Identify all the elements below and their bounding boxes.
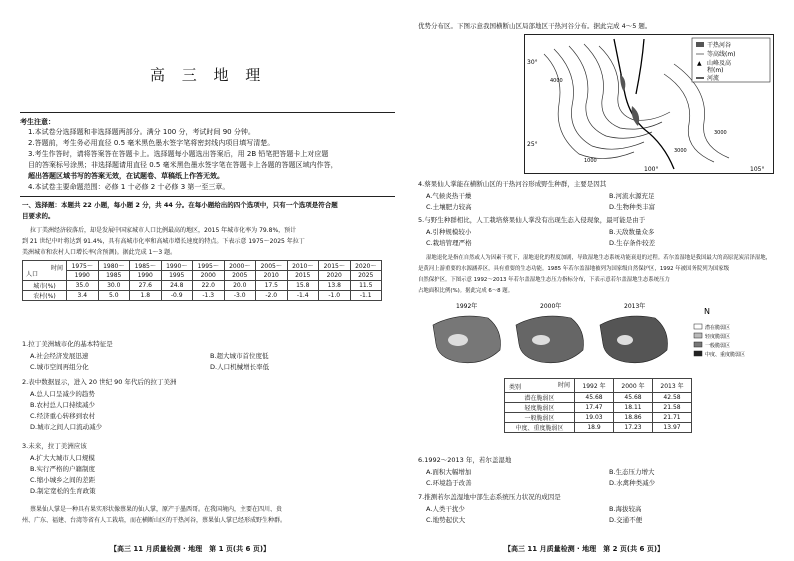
cell: 18.11	[614, 403, 653, 413]
legend-item: 程(m)	[707, 67, 724, 74]
option[interactable]: D.城市之间人口流动减少	[30, 423, 103, 431]
table-header: 1980～	[98, 261, 130, 271]
legend-item: 一般脆弱区	[705, 343, 731, 349]
cell: -0.9	[161, 291, 193, 301]
option[interactable]: B.生态压力增大	[609, 468, 655, 476]
option[interactable]: B.海拔较高	[609, 505, 642, 513]
cell: 22.0	[193, 281, 225, 291]
intro-line: 拉丁美洲经济较落后，却是发展中国家城市人口比例最高的地区，2015 年城市化率为 79.8%，预计	[30, 227, 297, 234]
notice-line: 1.本试卷分选择题和非选择题两部分。满分 100 分，考试时间 90 分钟。	[28, 128, 255, 136]
page-footer: 【高三 11 月质量检测 · 地理 第 2 页(共 6 页)】	[504, 545, 665, 553]
table-header: 1990～	[161, 261, 193, 271]
peak-icon: ▲	[697, 60, 702, 67]
row-label: 轻度脆弱区	[505, 403, 575, 413]
cell: -1.4	[287, 291, 319, 301]
legend-item: 干热河谷	[707, 42, 732, 49]
notice-line: 目的答案标号涂黑；非选择题请用直径 0.5 毫米黑色墨水签字笔在答题卡上各题的答题区域内作答，	[28, 161, 338, 169]
cell: 21.58	[653, 403, 692, 413]
table-header: 2005～	[256, 261, 288, 271]
cell: 30.0	[98, 281, 130, 291]
cell: 21.71	[653, 413, 692, 423]
table-header: 2015～	[319, 261, 351, 271]
option[interactable]: B.实行严格的户籍制度	[30, 465, 96, 473]
valley-map	[524, 34, 774, 174]
passage-line: 自然保护区。下图示意 1992～2013 年若尔盖湿地生态压力指标分布，下表示意若尔盖湿地生态系统压力	[418, 277, 670, 283]
population-table	[22, 260, 382, 301]
table-header: 2010～	[287, 261, 319, 271]
cell: 19.03	[575, 413, 614, 423]
title-rule	[20, 112, 395, 113]
cell: 1.8	[130, 291, 162, 301]
row-label: 城市(%)	[23, 281, 67, 291]
question: 5.与野生种群相比，人工栽培蔡果仙人掌没有出现生态入侵现象，最可能是由于	[418, 216, 646, 224]
option[interactable]: A.引种规模较小	[426, 228, 472, 236]
cell: 3.4	[67, 291, 99, 301]
passage-line: 优势分布区。下图示意我国横断山区局部地区干热河谷分布。据此完成 4～5 题。	[418, 22, 652, 30]
map-year: 1992年	[456, 303, 478, 310]
cell: 42.58	[653, 393, 692, 403]
page-footer: 【高三 11 月质量检测 · 地理 第 1 页(共 6 页)】	[110, 545, 271, 553]
intro-line: 到 21 世纪中叶将达到 91.4%，具有高城市化率和高城市增长速度的特点。下表示意 1975～2025 年拉丁	[22, 238, 305, 245]
lon-label: 100°	[644, 166, 659, 173]
option[interactable]: B.超大城市首位度低	[210, 352, 269, 360]
right-page	[404, 0, 794, 561]
notice-line: 2.答题前，考生务必用直径 0.5 毫米黑色墨水签字笔将密封线内项目填写清楚。	[28, 139, 275, 147]
option[interactable]: A.人类干扰少	[426, 505, 465, 513]
option[interactable]: C.经济重心转移到农村	[30, 412, 96, 420]
contour-value: 4000	[550, 78, 563, 84]
north-arrow-icon: N	[704, 307, 710, 316]
row-label: 潜在脆弱区	[505, 393, 575, 403]
table-corner	[505, 379, 575, 393]
corner-top: 时间	[557, 382, 570, 389]
passage-line: 占地面积比例(%)。据此完成 6～8 题。	[418, 288, 514, 294]
table-header: 2005	[224, 271, 256, 281]
option[interactable]: C.地势起伏大	[426, 516, 466, 524]
table-header: 2000～	[224, 261, 256, 271]
table-header: 1990	[67, 271, 99, 281]
option[interactable]: A.面积大幅增加	[426, 468, 472, 476]
lon-label: 105°	[750, 166, 765, 173]
question: 3.未来，拉丁美洲应该	[22, 442, 87, 450]
table-header: 1992 年	[575, 379, 614, 393]
option[interactable]: B.河流水源充足	[609, 192, 655, 200]
passage-line: 蔡果仙人掌是一种具有果实形状像蔡果的仙人掌，原产于墨西哥。在我国境内，主要在四川、贵	[30, 506, 283, 513]
option[interactable]: A.扩大大城市人口规模	[30, 454, 95, 462]
cell: 45.68	[614, 393, 653, 403]
table-row	[505, 413, 692, 423]
cell: 15.8	[287, 281, 319, 291]
table-header: 1985	[98, 271, 130, 281]
table-header: 2013 年	[653, 379, 692, 393]
lat-label: 25°	[527, 141, 538, 148]
section-heading: 一、选择题：本题共 22 小题，每小题 2 分，共 44 分。在每小题给出的四个选项中，只有一个选项是符合题	[22, 201, 338, 209]
page-title: 高 三 地 理	[150, 66, 267, 84]
intro-line: 美洲城市和农村人口增长率(含预测)。据此完成 1～3 题。	[22, 249, 177, 256]
option[interactable]: C.环境趋于改善	[426, 479, 472, 487]
legend-swatch	[694, 324, 702, 329]
legend-item: 中度、重度脆弱区	[705, 352, 746, 358]
legend-swatch-valley	[696, 42, 704, 47]
lat-label: 30°	[527, 59, 538, 66]
cell: 17.23	[614, 423, 653, 433]
legend-item: 山峰及高	[707, 60, 732, 67]
table-corner	[23, 261, 67, 281]
option[interactable]: B.农村总人口持续减少	[30, 401, 96, 409]
notice-rule	[20, 196, 395, 197]
option[interactable]: A.总人口呈减少的趋势	[30, 390, 95, 398]
cell: -1.1	[350, 291, 382, 301]
contour-value: 3000	[674, 148, 687, 154]
cell: 11.5	[350, 281, 382, 291]
pressure-table	[504, 378, 692, 433]
cell: 13.8	[319, 281, 351, 291]
corner-top: 时间	[50, 265, 63, 272]
cell: 27.6	[130, 281, 162, 291]
legend-item: 河流	[707, 75, 720, 82]
wetland-maps	[428, 300, 774, 374]
option[interactable]: D.生物种类丰富	[609, 203, 656, 211]
cell: -1.0	[319, 291, 351, 301]
passage-line: 湿地退化是指在自然或人为因素干扰下，湿地退化的程度加剧，导致湿地生态系统功能衰退的过程。若尔盖湿地是我国最大的高原泥炭沼泽湿地，	[426, 255, 772, 261]
table-header: 2020～	[350, 261, 382, 271]
cell: 24.8	[161, 281, 193, 291]
table-header: 1985～	[130, 261, 162, 271]
table-row	[505, 403, 692, 413]
corner-bottom: 人口	[26, 271, 39, 278]
cell: -2.0	[256, 291, 288, 301]
option[interactable]: D.交通不便	[609, 516, 643, 524]
passage-line: 是黄河上游重要的水源涵养区，具有重要的生态功能。1985 年若尔盖湿地被列为国家级自然保护区，1992 年被国务院列为国家级	[418, 266, 730, 272]
row-label: 一般脆弱区	[505, 413, 575, 423]
section-heading-cont: 目要求的。	[22, 212, 55, 220]
map-year: 2013年	[624, 303, 646, 310]
legend-swatch	[694, 342, 702, 347]
map-year: 2000年	[540, 303, 562, 310]
cell: 18.86	[614, 413, 653, 423]
table-row	[23, 281, 382, 291]
corner-bottom: 类别	[509, 384, 522, 391]
cell: 18.9	[575, 423, 614, 433]
option[interactable]: A.气候炎热干燥	[426, 192, 472, 200]
option[interactable]: B.天敌数量众多	[609, 228, 655, 236]
passage-line: 州、广东、福建、台湾等省有人工栽培，而在横断山区的干热河谷，蔡果仙人掌已经形成野生种群。	[22, 517, 287, 524]
legend-item: 等高线(m)	[707, 51, 736, 58]
notice-line: 超出答题区域书写的答案无效，在试题卷、草稿纸上作答无效。	[28, 172, 224, 180]
notice-heading: 考生注意：	[20, 118, 55, 126]
table-header: 2010	[256, 271, 288, 281]
wetland-map-2013	[600, 316, 668, 363]
table-header: 2000 年	[614, 379, 653, 393]
cell: 13.97	[653, 423, 692, 433]
cell: -1.3	[193, 291, 225, 301]
legend-swatch	[694, 333, 702, 338]
option[interactable]: C.土壤肥力较高	[426, 203, 472, 211]
table-row	[505, 393, 692, 403]
question: 2.表中数据显示，进入 20 世纪 90 年代后的拉丁美洲	[22, 378, 177, 386]
row-label: 农村(%)	[23, 291, 67, 301]
cell: -3.0	[224, 291, 256, 301]
cell: 17.5	[256, 281, 288, 291]
cell: 17.47	[575, 403, 614, 413]
option[interactable]: C.缩小城乡之间的差距	[30, 476, 96, 484]
notice-line: 4.本试卷主要命题范围：必修 1 十必修 2 十必修 3 第一至三章。	[28, 183, 230, 191]
cell: 35.0	[67, 281, 99, 291]
legend-item: 轻度脆弱区	[705, 334, 731, 340]
option[interactable]: D.人口机械增长率低	[210, 363, 270, 371]
cell: 20.0	[224, 281, 256, 291]
table-row	[23, 291, 382, 301]
option[interactable]: D.生存条件较差	[609, 239, 656, 247]
legend-item: 潜在脆弱区	[705, 325, 731, 331]
table-header: 1995	[161, 271, 193, 281]
table-header: 2015	[287, 271, 319, 281]
question: 1.拉丁美洲城市化的基本特征是	[22, 340, 113, 348]
question: 4.蔡果仙人掌能在横断山区的干热河谷形成野生种群，主要是因其	[418, 180, 607, 188]
option[interactable]: D.制定宽松的生育政策	[30, 487, 96, 495]
contour-value: 3000	[714, 130, 727, 136]
cell: 45.68	[575, 393, 614, 403]
row-label: 中度、重度脆弱区	[505, 423, 575, 433]
contour-value: 1000	[584, 158, 597, 164]
option[interactable]: A.社会经济发展迅速	[30, 352, 89, 360]
table-header: 2020	[319, 271, 351, 281]
option[interactable]: C.栽培管理严格	[426, 239, 472, 247]
table-header: 1995～	[193, 261, 225, 271]
table-header: 1990	[130, 271, 162, 281]
notice-line: 3.考生作答时，请将答案答在答题卡上。选择题每小题选出答案后，用 2B 铅笔把答题卡上对应题	[28, 150, 329, 158]
cell: 5.0	[98, 291, 130, 301]
option[interactable]: D.水禽种类减少	[609, 479, 656, 487]
legend-swatch	[694, 351, 702, 356]
table-header: 1975～	[67, 261, 99, 271]
option[interactable]: C.城市空间再组分化	[30, 363, 89, 371]
question: 6.1992～2013 年，若尔盖湿地	[418, 456, 512, 464]
table-header: 2000	[193, 271, 225, 281]
question: 7.推测若尔盖湿地中部生态系统压力状况的成因是	[418, 493, 561, 501]
table-header: 2025	[350, 271, 382, 281]
table-row	[505, 423, 692, 433]
